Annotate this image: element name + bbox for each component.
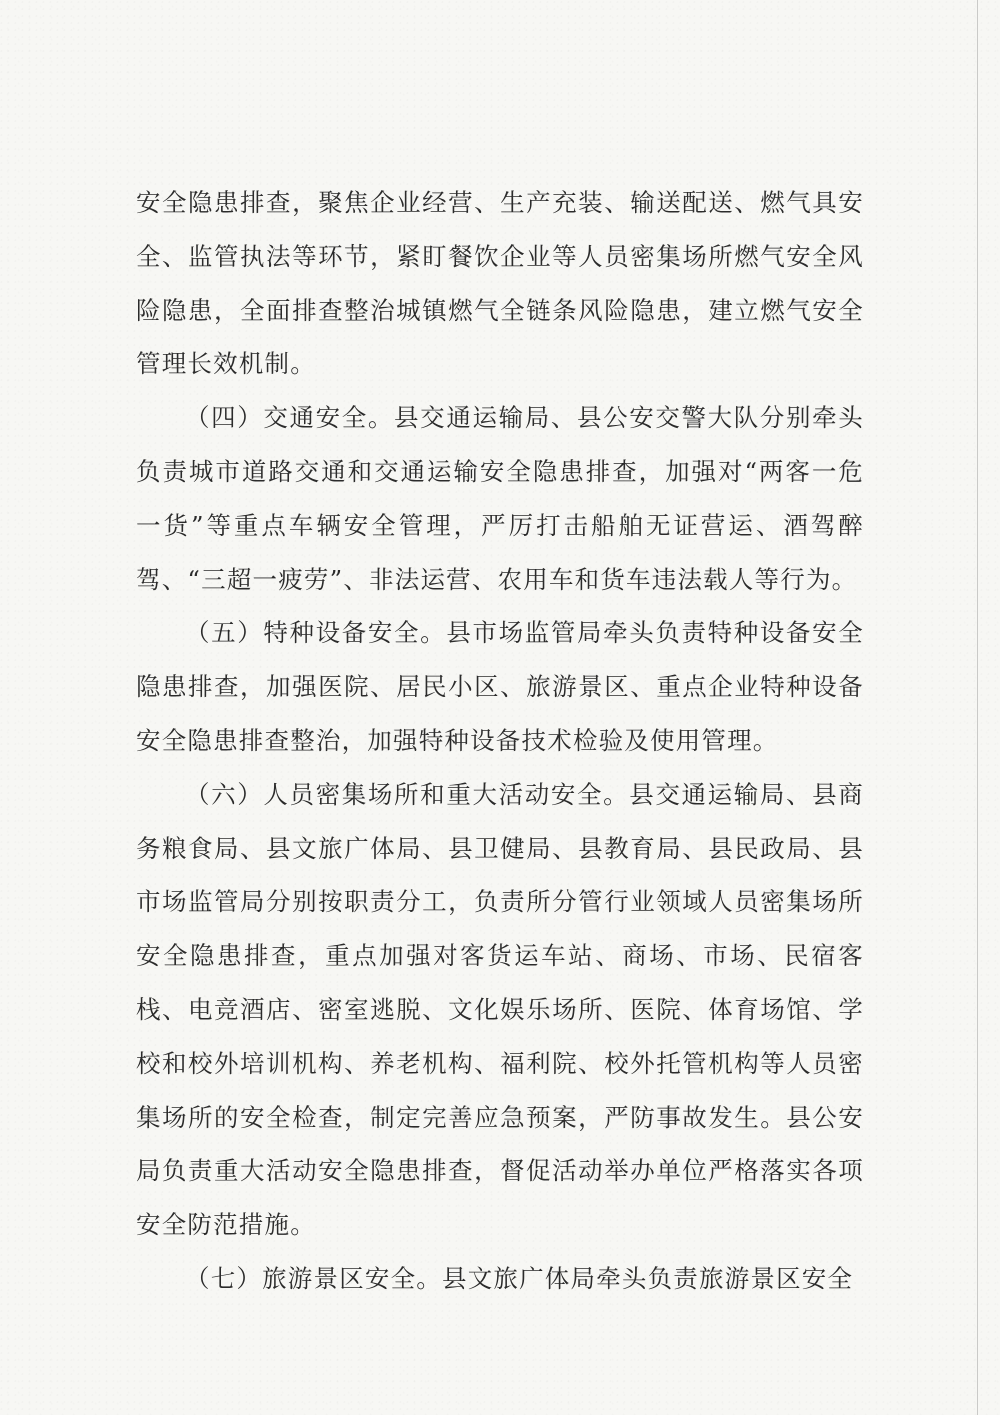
document-body bbox=[136, 176, 864, 1306]
page-edge-line bbox=[977, 0, 978, 1415]
paragraph-special-equipment-safety: （五）特种设备安全。县市场监管局牵头负责特种设备安全隐患排查，加强医院、居民小区、旅游景区、重点企业特种设备安全隐患排查整治，加强特种设备技术检验及使用管理。 bbox=[136, 618, 864, 755]
paragraph-crowded-venues-safety: （六）人员密集场所和重大活动安全。县交通运输局、县商务粮食局、县文旅广体局、县卫健局、县教育局、县民政局、县市场监管局分别按职责分工，负责所分管行业领域人员密集场所安全隐患排查，重点加强对客货运车站、商场、市场、民宿客栈、电竞酒店、密室逃脱、文化娱乐场所、医院、体育场馆、学校和校外培训机构、养老机构、福利院、校外托管机构等人员密集场所的安全检查，制定完善应急预案，严防事故发生。县公安局负责重大活动安全隐患排查，督促活动举办单位严格落实各项安全防范措施。 bbox=[136, 779, 864, 1240]
paragraph-traffic-safety: （四）交通安全。县交通运输局、县公安交警大队分别牵头负责城市道路交通和交通运输安全隐患排查，加强对“两客一危一货”等重点车辆安全管理，严厉打击船舶无证营运、酒驾醉驾、“三超一疲劳”、非法运营、农用车和货车违法载人等行为。 bbox=[136, 403, 864, 594]
paragraph-gas-safety-continuation: 安全隐患排查，聚焦企业经营、生产充装、输送配送、燃气具安全、监管执法等环节，紧盯餐饮企业等人员密集场所燃气安全风险隐患，全面排查整治城镇燃气全链条风险隐患，建立燃气安全管理长效机制。 bbox=[136, 188, 864, 379]
paragraph-tourist-area-safety: （七）旅游景区安全。县文旅广体局牵头负责旅游景区安全 bbox=[185, 1263, 854, 1293]
